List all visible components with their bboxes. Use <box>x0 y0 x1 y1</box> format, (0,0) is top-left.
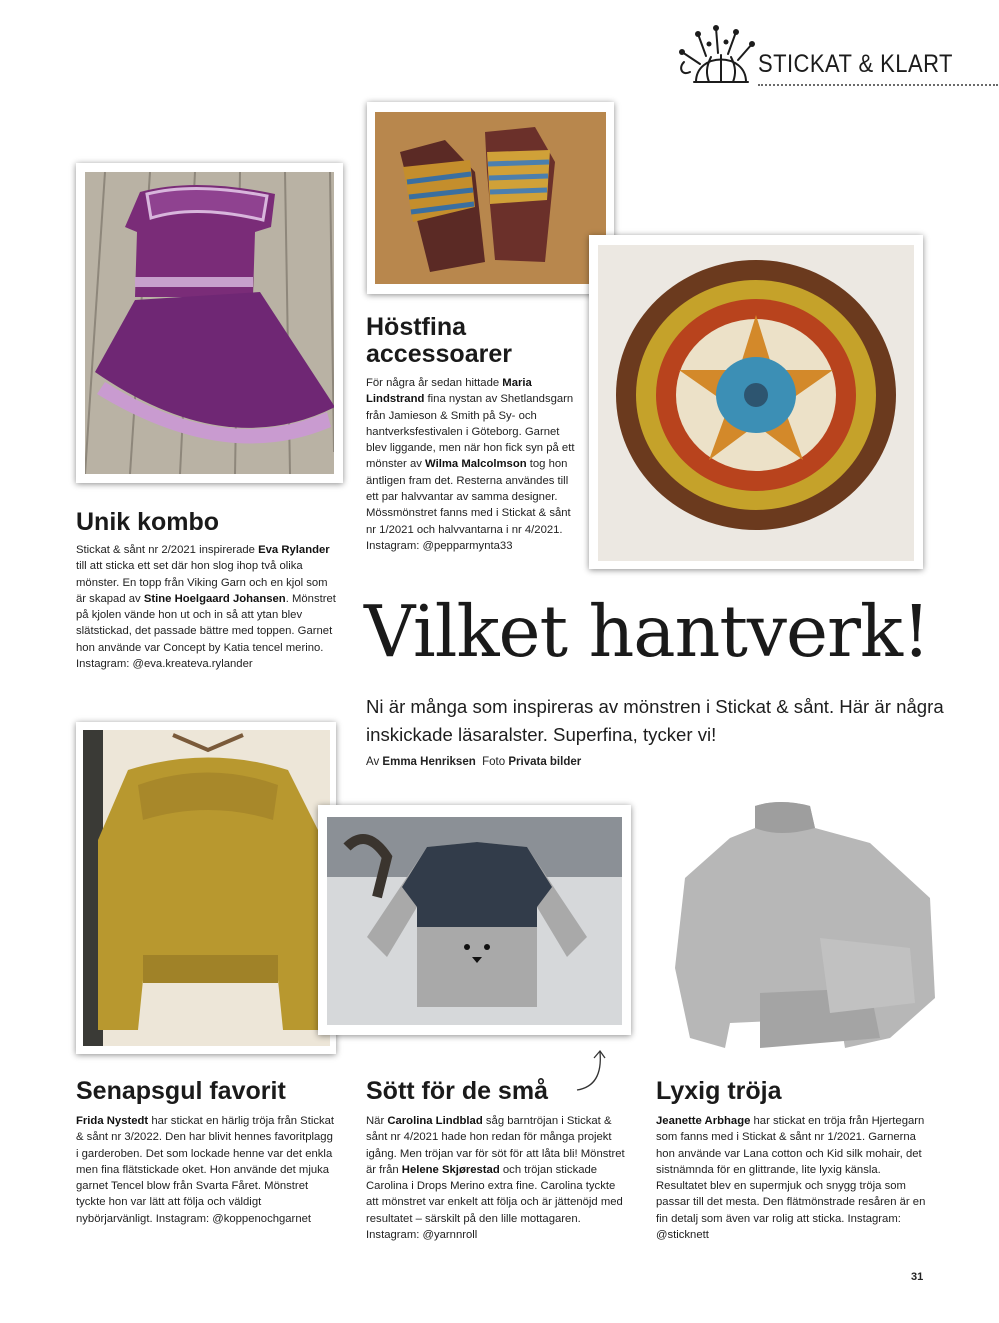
body-sott: När Carolina Lindblad såg barntröjan i Stickat & sånt nr 4/2021 hade hon redan för många projekt igång. Men tröjan var för söt för att låta bli! Mönstret är från Helene Skjørestad och tröjan stickade Carolina i Drops Merino extra fine. Carolina tyckte att mönstret var enkelt att följa och är jättenöjd med resultatet – särskilt på den lille mottagaren. Instagram: @yarnnroll <box>366 1115 625 1242</box>
section-label: STICKAT & KLART <box>758 50 953 78</box>
headline-unik: Unik kombo <box>76 508 220 536</box>
section-divider <box>758 84 998 86</box>
photo-purple-top-and-skirt <box>76 163 343 483</box>
feature-title: Vilket hantverk! <box>364 590 930 673</box>
page-number: 31 <box>911 1271 924 1283</box>
pincushion-icon <box>676 22 756 88</box>
headline-senap: Senapsgul favorit <box>76 1077 286 1105</box>
body-hostfina: För några år sedan hittade Maria Lindstrand fina nystan av Shetlandsgarn från Jamieson & Smith på Sy- och hantverksfestivalen i Göteborg. Garnet blev liggande, men när hon fick syn på ett mönster av Wilma Malcolmson tog hon äntligen fram det. Resterna användes till ett par halvvantar av samma designer. Mössmönstret fanns med i Stickat & sånt nr 1/2021 och halvvantarna i nr 4/2021. Instagram: @pepparmynta33 <box>366 377 575 552</box>
photo-grey-sweater <box>670 798 940 1060</box>
photo-fair-isle-hat <box>589 235 923 569</box>
headline-hostfina: Höstfina accessoarer <box>366 313 512 368</box>
body-lyxig: Jeanette Arbhage har stickat en tröja från Hjertegarn som fanns med i Stickat & sånt nr 1/2021. Garnerna hon använde var Lana cotton och Kid silk mohair, det sistnämnda för en glittrande, lite lyxig känsla. Resultatet blev en supermjuk och snygg tröja som passar till det mesta. Den flätmönstrade resåren är en fin detalj som även var rolig att sticka. Instagram: @sticknett <box>656 1115 926 1242</box>
byline: Av Emma Henriksen Foto Privata bilder <box>366 756 582 768</box>
body-senap: Frida Nystedt har stickat en härlig tröja från Stickat & sånt nr 3/2022. Den har blivit hennes favoritplagg i garderoben. Det som lockade henne var det enkla men fina flätstickade oket. Hon använde det mjuka garnet Tencel blow från Svarta Fåret. Mönstret tyckte hon var lätt att följa och väldigt nybörjarvänligt. Instagram: @koppenochgarnet <box>76 1115 335 1225</box>
photo-fair-isle-mittens <box>367 102 614 294</box>
headline-lyxig: Lyxig tröja <box>656 1077 782 1105</box>
body-unik: Stickat & sånt nr 2/2021 inspirerade Eva Rylander till att sticka ett set där hon slog ihop två olika mönster. En topp från Viking Garn och en kjol som är skapad av Stine Hoelgaard Johansen. Mönstret på kjolen vände hon ut och in så att ytan blev slätstickad, det passade bättre med toppen. Garnet hon använde var Concept by Katia tencel merino. Instagram: @eva.kreateva.rylander <box>76 544 336 671</box>
arrow-icon <box>575 1046 611 1096</box>
photo-mustard-sweater <box>76 722 336 1054</box>
feature-intro: Ni är många som inspireras av mönstren i Stickat & sånt. Här är några inskickade läsaralster. Superfina, tycker vi! <box>366 696 944 745</box>
headline-sott: Sött för de små <box>366 1077 548 1105</box>
photo-kids-sweater <box>318 805 631 1035</box>
